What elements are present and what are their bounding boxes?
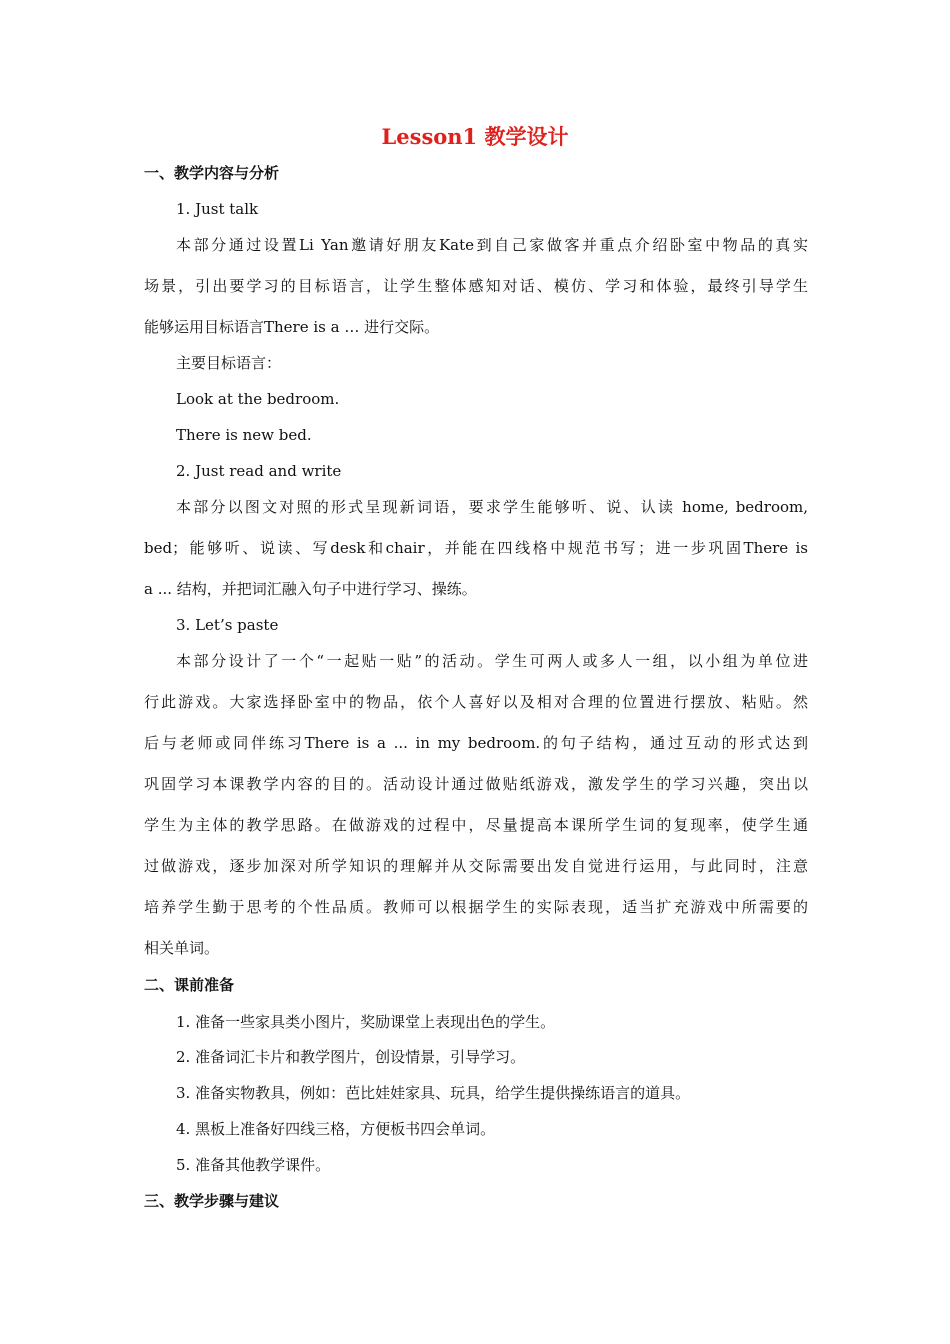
page-title: Lesson1 教学设计 bbox=[381, 124, 569, 149]
paragraph-line: 本部分设计了一个“一起贴一贴”的活动。学生可两人或多人一组，以小组为单位进 bbox=[176, 652, 808, 670]
list-item: 5. 准备其他教学课件。 bbox=[176, 1156, 331, 1174]
paragraph-line: 本部分以图文对照的形式呈现新词语，要求学生能够听、说、认读 home, bedroom, bbox=[176, 498, 808, 516]
paragraph-line: 行此游戏。大家选择卧室中的物品，依个人喜好以及相对合理的位置进行摆放、粘贴。然 bbox=[144, 693, 808, 711]
paragraph-line: 能够运用目标语言There is a … 进行交际。 bbox=[144, 318, 440, 336]
item-title-lets-paste: 3. Let’s paste bbox=[176, 616, 279, 634]
paragraph-line: bed；能够听、说读、写desk和chair，并能在四线格中规范书写；进一步巩固There is bbox=[144, 539, 808, 557]
section-heading-content-analysis: 一、教学内容与分析 bbox=[144, 164, 280, 182]
target-language-line: Look at the bedroom. bbox=[176, 390, 340, 408]
item-title-just-talk: 1. Just talk bbox=[176, 200, 259, 218]
paragraph-line: 过做游戏，逐步加深对所学知识的理解并从交际需要出发自觉进行运用，与此同时，注意 bbox=[144, 857, 808, 875]
paragraph-line: 巩固学习本课教学内容的目的。活动设计通过做贴纸游戏，激发学生的学习兴趣，突出以 bbox=[144, 775, 808, 793]
target-language-line: There is new bed. bbox=[176, 426, 312, 444]
section-heading-preparation: 二、课前准备 bbox=[144, 976, 235, 994]
paragraph-line: 本部分通过设置Li Yan邀请好朋友Kate到自己家做客并重点介绍卧室中物品的真实 bbox=[176, 236, 808, 254]
list-item: 3. 准备实物教具，例如：芭比娃娃家具、玩具，给学生提供操练语言的道具。 bbox=[176, 1084, 691, 1102]
paragraph-line: a ... 结构，并把词汇融入句子中进行学习、操练。 bbox=[144, 580, 477, 598]
paragraph-line: 相关单词。 bbox=[144, 939, 220, 957]
item-title-read-write: 2. Just read and write bbox=[176, 462, 342, 480]
paragraph-line: 培养学生勤于思考的个性品质。教师可以根据学生的实际表现，适当扩充游戏中所需要的 bbox=[144, 898, 808, 916]
section-heading-teaching-steps: 三、教学步骤与建议 bbox=[144, 1192, 280, 1210]
paragraph-line: 场景，引出要学习的目标语言，让学生整体感知对话、模仿、学习和体验，最终引导学生 bbox=[144, 277, 808, 295]
paragraph-line: 后与老师或同伴练习There is a ... in my bedroom.的句子结构，通过互动的形式达到 bbox=[144, 734, 808, 752]
list-item: 4. 黑板上准备好四线三格，方便板书四会单词。 bbox=[176, 1120, 496, 1138]
paragraph-line: 学生为主体的教学思路。在做游戏的过程中，尽量提高本课所学生词的复现率，使学生通 bbox=[144, 816, 808, 834]
target-language-label: 主要目标语言： bbox=[176, 354, 282, 372]
list-item: 2. 准备词汇卡片和教学图片，创设情景，引导学习。 bbox=[176, 1048, 526, 1066]
list-item: 1. 准备一些家具类小图片，奖励课堂上表现出色的学生。 bbox=[176, 1013, 556, 1031]
